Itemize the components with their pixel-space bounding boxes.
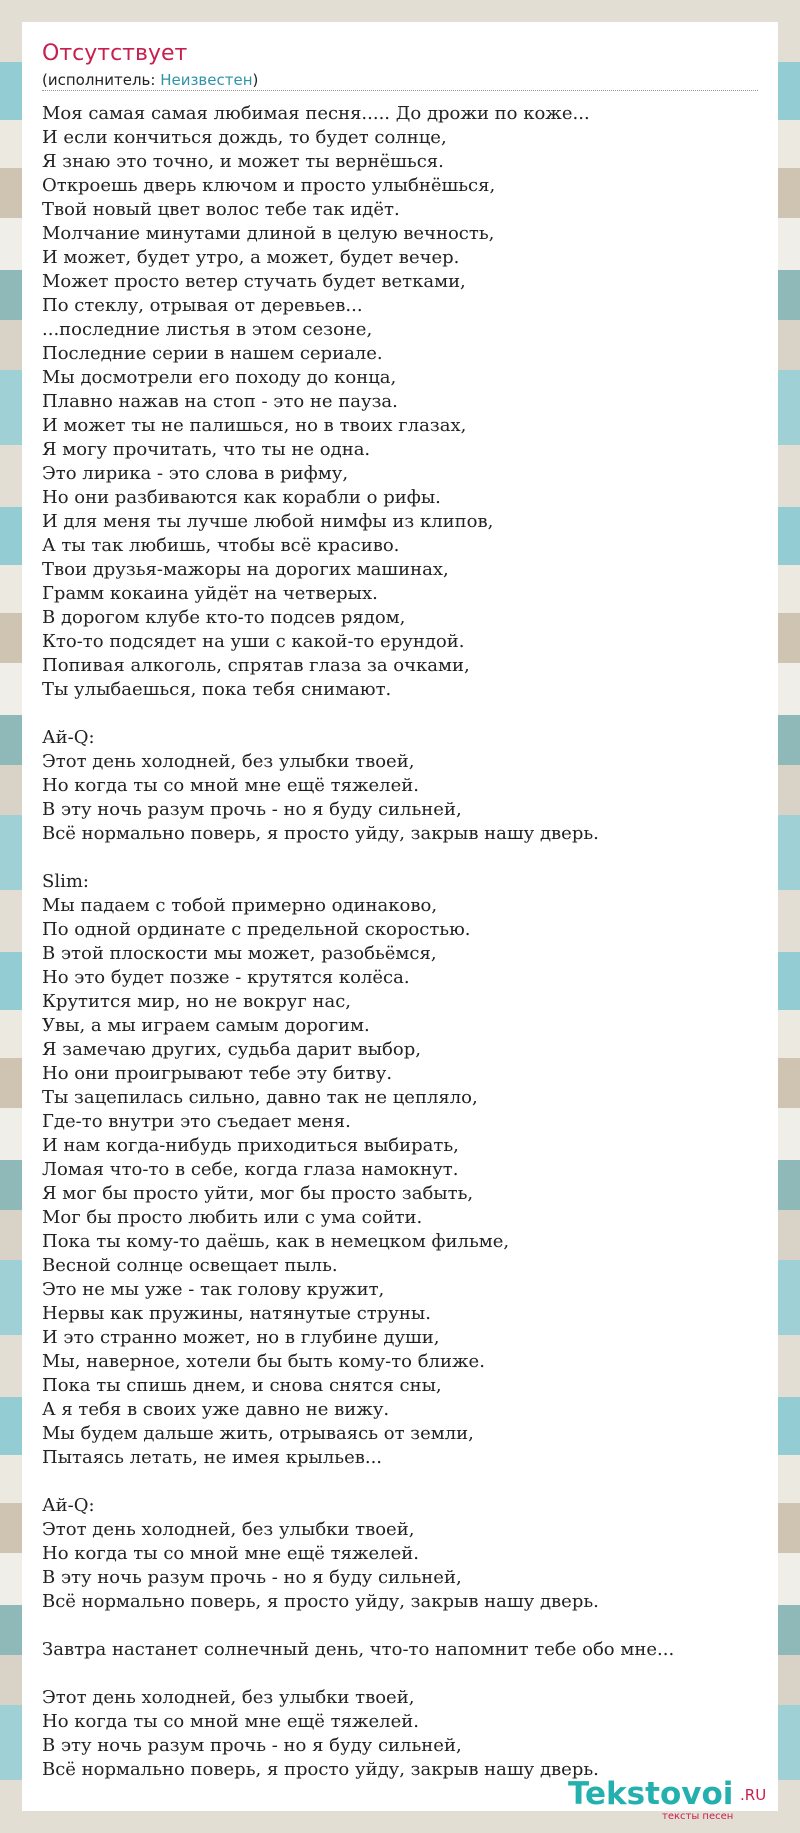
artist-line: [42, 70, 258, 90]
lyric-line: Завтра настанет солнечный день, что-то напомнит тебе обо мне...: [42, 1639, 675, 1660]
lyric-line: Ломая что-то в себе, когда глаза намокнут.: [42, 1159, 459, 1180]
lyric-line: Мы падаем с тобой примерно одинаково,: [42, 895, 438, 916]
lyric-line: По одной ординате с предельной скоростью.: [42, 919, 471, 940]
lyric-line: Но это будет позже - крутятся колёса.: [42, 967, 410, 988]
lyric-line: [42, 846, 772, 870]
header-divider: [42, 90, 758, 91]
lyric-line: В эту ночь разум прочь - но я буду сильней,: [42, 799, 462, 820]
lyric-line: По стеклу, отрывая от деревьев...: [42, 295, 363, 316]
lyrics-card: [22, 22, 778, 1811]
lyric-line: А ты так любишь, чтобы всё красиво.: [42, 535, 400, 556]
lyric-line: Твой новый цвет волос тебе так идёт.: [42, 199, 400, 220]
lyric-line: Весной солнце освещает пыль.: [42, 1255, 338, 1276]
lyric-line: Мы досмотрели его походу до конца,: [42, 367, 397, 388]
artist-prefix: (исполнитель:: [42, 71, 161, 89]
lyric-line: Твои друзья-мажоры на дорогих машинах,: [42, 559, 449, 580]
lyric-line: В эту ночь разум прочь - но я буду сильней,: [42, 1735, 462, 1756]
lyric-line: Ай-Q:: [42, 1495, 95, 1516]
lyric-line: А я тебя в своих уже давно не вижу.: [42, 1399, 390, 1420]
lyric-line: Я замечаю других, судьба дарит выбор,: [42, 1039, 421, 1060]
lyric-line: [42, 1470, 772, 1494]
site-logo[interactable]: [568, 1776, 778, 1828]
lyric-line: Я мог бы просто уйти, мог бы просто забыть,: [42, 1183, 474, 1204]
lyric-line: Нервы как пружины, натянутые струны.: [42, 1303, 431, 1324]
lyric-line: Но когда ты со мной мне ещё тяжелей.: [42, 1543, 419, 1564]
lyric-line: В дорогом клубе кто-то подсев рядом,: [42, 607, 406, 628]
lyric-line: Всё нормально поверь, я просто уйду, закрыв нашу дверь.: [42, 823, 599, 844]
lyric-line: Это не мы уже - так голову кружит,: [42, 1279, 385, 1300]
lyric-line: [42, 1662, 772, 1686]
lyric-line: Пока ты спишь днем, и снова снятся сны,: [42, 1375, 442, 1396]
lyric-line: Плавно нажав на стоп - это не пауза.: [42, 391, 398, 412]
lyric-line: Моя самая самая любимая песня..... До дрожи по коже...: [42, 103, 590, 124]
lyric-line: Мы, наверное, хотели бы быть кому-то ближе.: [42, 1351, 485, 1372]
artist-link[interactable]: Неизвестен: [160, 71, 253, 89]
lyric-line: Всё нормально поверь, я просто уйду, закрыв нашу дверь.: [42, 1591, 599, 1612]
lyric-line: Кто-то подсядет на уши с какой-то ерундой.: [42, 631, 465, 652]
song-title: Отсутствует: [42, 41, 188, 66]
logo-tld: .RU: [740, 1786, 767, 1804]
lyric-line: Мы будем дальше жить, отрываясь от земли,: [42, 1423, 474, 1444]
lyric-line: [42, 1614, 772, 1638]
lyric-line: И это странно может, но в глубине души,: [42, 1327, 440, 1348]
lyric-line: Пытаясь летать, не имея крыльев...: [42, 1447, 383, 1468]
lyric-line: Этот день холодней, без улыбки твоей,: [42, 751, 415, 772]
lyric-line: Slim:: [42, 871, 89, 892]
lyric-line: ...последние листья в этом сезоне,: [42, 319, 373, 340]
lyric-line: И нам когда-нибудь приходиться выбирать,: [42, 1135, 459, 1156]
lyric-line: Грамм кокаина уйдёт на четверых.: [42, 583, 378, 604]
lyric-line: Последние серии в нашем сериале.: [42, 343, 383, 364]
lyric-line: Увы, а мы играем самым дорогим.: [42, 1015, 370, 1036]
lyric-line: Ты улыбаешься, пока тебя снимают.: [42, 679, 392, 700]
lyric-line: Но когда ты со мной мне ещё тяжелей.: [42, 775, 419, 796]
lyric-line: Этот день холодней, без улыбки твоей,: [42, 1519, 415, 1540]
lyric-line: Мог бы просто любить или с ума сойти.: [42, 1207, 423, 1228]
lyric-line: Откроешь дверь ключом и просто улыбнёшься,: [42, 175, 496, 196]
lyric-line: И для меня ты лучше любой нимфы из клипов,: [42, 511, 494, 532]
lyric-line: Может просто ветер стучать будет ветками,: [42, 271, 466, 292]
lyric-line: Но они проигрывают тебе эту битву.: [42, 1063, 393, 1084]
lyric-line: Где-то внутри это съедает меня.: [42, 1111, 351, 1132]
lyric-line: Я знаю это точно, и может ты вернёшься.: [42, 151, 444, 172]
lyric-line: И если кончиться дождь, то будет солнце,: [42, 127, 447, 148]
lyric-line: Молчание минутами длиной в целую вечность,: [42, 223, 495, 244]
lyric-line: Этот день холодней, без улыбки твоей,: [42, 1687, 415, 1708]
lyric-line: Всё нормально поверь, я просто уйду, закрыв нашу дверь.: [42, 1759, 599, 1780]
lyric-line: И может, будет утро, а может, будет вечер.: [42, 247, 460, 268]
lyric-line: Я могу прочитать, что ты не одна.: [42, 439, 371, 460]
lyric-line: В эту ночь разум прочь - но я буду сильней,: [42, 1567, 462, 1588]
lyric-line: [42, 702, 772, 726]
lyric-line: Ай-Q:: [42, 727, 95, 748]
artist-suffix: ): [252, 71, 259, 89]
lyric-line: Это лирика - это слова в рифму,: [42, 463, 349, 484]
logo-tagline: тексты песен: [662, 1811, 734, 1822]
lyric-line: Крутится мир, но не вокруг нас,: [42, 991, 352, 1012]
lyric-line: Но они разбиваются как корабли о рифы.: [42, 487, 441, 508]
logo-name: Tekstovoi: [568, 1776, 734, 1812]
lyric-line: Попивая алкоголь, спрятав глаза за очками,: [42, 655, 470, 676]
lyric-line: Пока ты кому-то даёшь, как в немецком фильме,: [42, 1231, 510, 1252]
lyrics-text: [42, 102, 772, 1782]
lyric-line: В этой плоскости мы может, разобьёмся,: [42, 943, 437, 964]
lyric-line: Но когда ты со мной мне ещё тяжелей.: [42, 1711, 419, 1732]
lyric-line: Ты зацепилась сильно, давно так не цепляло,: [42, 1087, 478, 1108]
lyric-line: И может ты не палишься, но в твоих глазах,: [42, 415, 467, 436]
